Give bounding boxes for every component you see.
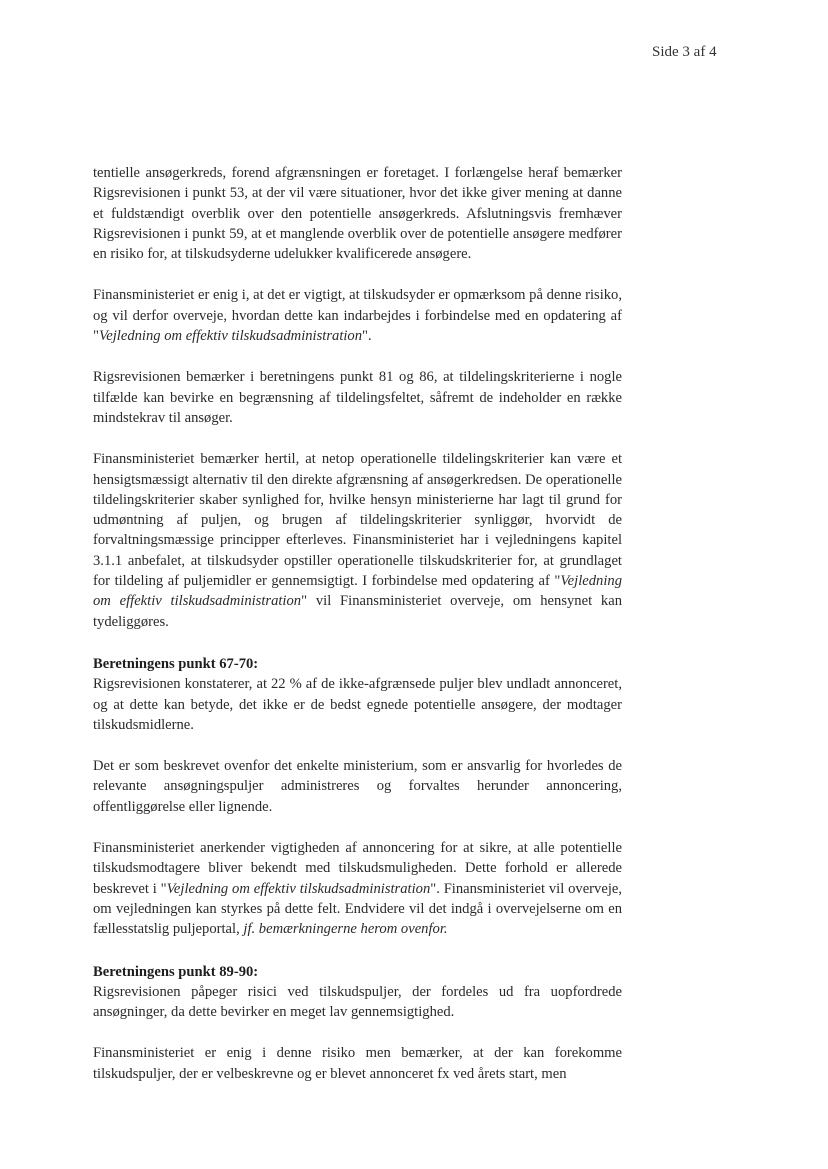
section-heading-89-90: Beretningens punkt 89-90: [93, 963, 259, 980]
page-number: Side 3 af 4 [652, 44, 717, 60]
section-heading-67-70: Beretningens punkt 67-70: [93, 655, 259, 672]
document-body [93, 163, 622, 1105]
section1-paragraph-1: Rigsrevisionen konstaterer, at 22 % af de ikke-afgrænsede puljer blev undladt annonceret, og at dette kan betyde, det ikke er de bedst egnede potentielle ansøgere, der modtager tilskudsmidlerne. [93, 676, 622, 733]
paragraph-4: Finansministeriet bemærker hertil, at netop operationelle tildelingskriterier kan være et hensigtsmæssigt alternativ til den direkte afgrænsning af ansøgerkredsen. De operationelle tildelingskriterier skaber synlighed for, hvilke hensyn ministerierne har lagt til grund for udmøntning af puljen, og brugen af tildelingskriterier synliggør, hvorvidt de forvaltningsmæssige principper efterleves. Finansministeriet har i vejledningens kapitel 3.1.1 anbefalet, at tilskudsyder opstiller operationelle tilskudskriterier for, at grundlaget for tildeling af puljemidler er gennemsigtigt. I forbindelse med opdatering af "Vejledning om effektiv tilskudsadministration" vil Finansministeriet overveje, om hensynet kan tydeliggøres. [93, 451, 622, 630]
italic-title: Vejledning om effektiv tilskudsadministration [166, 880, 431, 897]
paragraph-3: Rigsrevisionen bemærker i beretningens punkt 81 og 86, at tildelingskriterierne i nogle tilfælde kan bevirke en begrænsning af tildelingsfeltet, såfremt de indeholder en række mindstekrav til ansøger. [93, 369, 622, 426]
paragraph-1: tentielle ansøgerkreds, forend afgrænsningen er foretaget. I forlængelse heraf bemærker Rigsrevisionen i punkt 53, at der vil være situationer, hvor det ikke giver mening at danne et fuldstændigt overblik over den potentielle ansøgerkreds. Afslutningsvis fremhæver Rigsrevisionen i punkt 59, at et manglende overblik over de potentielle ansøgere medfører en risiko for, at tilskudsyderne udelukker kvalificerede ansøgere. [93, 165, 622, 263]
section1-paragraph-2: Det er som beskrevet ovenfor det enkelte ministerium, som er ansvarlig for hvorledes de relevante ansøgningspuljer administreres og forvaltes herunder annoncering, offentliggørelse eller lignende. [93, 758, 622, 815]
italic-title: Vejledning om effektiv tilskudsadministration [98, 328, 363, 345]
section2-paragraph-2: Finansministeriet er enig i denne risiko men bemærker, at der kan forekomme tilskudspuljer, der er velbeskrevne og er blevet annonceret fx ved årets start, men [93, 1045, 622, 1082]
paragraph-2: Finansministeriet er enig i, at det er vigtigt, at tilskudsyder er opmærksom på denne risiko, og vil derfor overveje, hvordan dette kan indarbejdes i forbindelse med en opdatering af "Vejledning om effektiv tilskudsadministration". [93, 287, 622, 345]
italic-reference: jf. bemærkningerne herom ovenfor. [243, 921, 448, 938]
section2-paragraph-1: Rigsrevisionen påpeger risici ved tilskudspuljer, der fordeles ud fra uopfordrede ansøgninger, da dette bevirker en meget lav gennemsigtighed. [93, 983, 622, 1021]
section1-paragraph-3: Finansministeriet anerkender vigtigheden af annoncering for at sikre, at alle potentielle tilskudsmodtagere bliver bekendt med tilskudsmuligheden. Dette forhold er allerede beskrevet i "Vejledning om effektiv tilskudsadministration". Finansministeriet vil overveje, om vejledningen kan styrkes på dette felt. Endvidere vil det indgå i overvejelserne om en fællesstatslig puljeportal, jf. bemærkningerne herom ovenfor. [93, 840, 622, 938]
italic-title: Vejledning om effektiv tilskudsadministration [93, 573, 622, 610]
